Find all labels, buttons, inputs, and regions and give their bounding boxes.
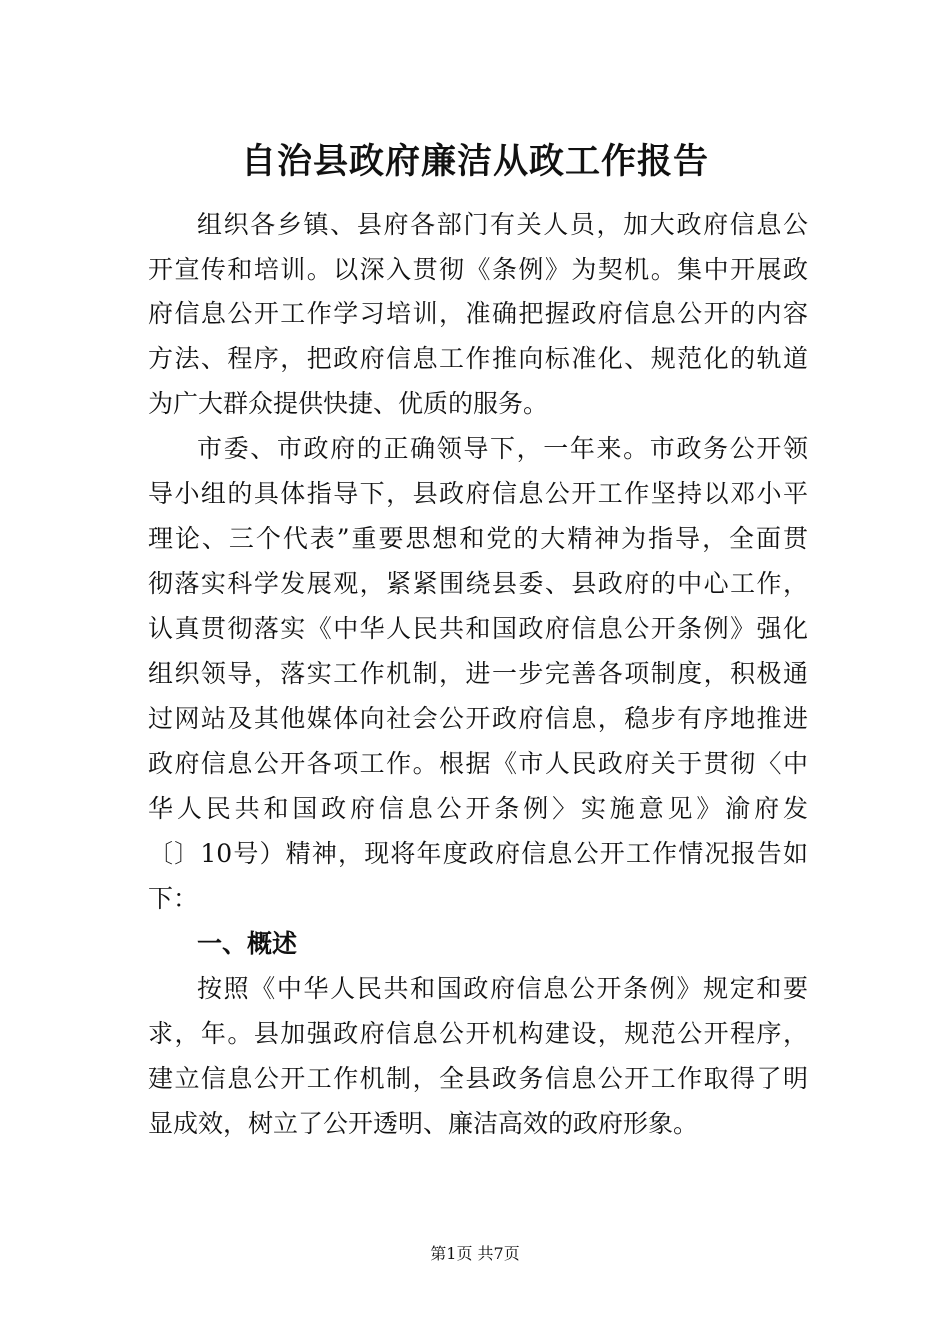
- paragraph-2-line-3: 理论、三个代表”重要思想和党的大精神为指导，全面贯: [148, 524, 808, 553]
- paragraph-2-line-11: 下：: [148, 884, 199, 913]
- section-paragraph-line-3: 建立信息公开工作机制，全县政务信息公开工作取得了明: [148, 1064, 808, 1093]
- paragraph-2-line-10: 〔〕10号）精神，现将年度政府信息公开工作情况报告如: [148, 839, 808, 868]
- section-paragraph-line-4: 显成效，树立了公开透明、廉洁高效的政府形象。: [148, 1109, 699, 1138]
- paragraph-2-line-5: 认真贯彻落实《中华人民共和国政府信息公开条例》强化: [148, 614, 808, 643]
- page-footer: 第1页 共7页: [430, 1244, 520, 1263]
- paragraph-2-line-4: 彻落实科学发展观，紧紧围绕县委、县政府的中心工作，: [148, 569, 808, 598]
- paragraph-2-line-1: 市委、市政府的正确领导下，一年来。市政务公开领: [197, 434, 808, 463]
- section-paragraph-line-1: 按照《中华人民共和国政府信息公开条例》规定和要: [197, 974, 808, 1003]
- paragraph-1-line-3: 府信息公开工作学习培训，准确把握政府信息公开的内容: [148, 299, 808, 328]
- paragraph-2-line-7: 过网站及其他媒体向社会公开政府信息，稳步有序地推进: [148, 704, 808, 733]
- paragraph-1-line-4: 方法、程序，把政府信息工作推向标准化、规范化的轨道: [148, 344, 808, 373]
- section-heading: 一、概述: [197, 929, 298, 958]
- document-title: 自治县政府廉洁从政工作报告: [240, 141, 709, 182]
- paragraph-1-line-5: 为广大群众提供快捷、优质的服务。: [148, 389, 549, 418]
- paragraph-2-line-8: 政府信息公开各项工作。根据《市人民政府关于贯彻〈中: [148, 749, 808, 778]
- paragraph-2-line-6: 组织领导，落实工作机制，进一步完善各项制度，积极通: [148, 659, 808, 688]
- paragraph-1-line-1: 组织各乡镇、县府各部门有关人员，加大政府信息公: [197, 210, 808, 239]
- paragraph-2-line-2: 导小组的具体指导下，县政府信息公开工作坚持以邓小平: [148, 479, 808, 508]
- section-paragraph-line-2: 求，年。县加强政府信息公开机构建设，规范公开程序，: [148, 1019, 808, 1048]
- paragraph-1-line-2: 开宣传和培训。以深入贯彻《条例》为契机。集中开展政: [148, 255, 808, 284]
- paragraph-2-line-9: 华人民共和国政府信息公开条例〉实施意见》渝府发: [148, 794, 808, 823]
